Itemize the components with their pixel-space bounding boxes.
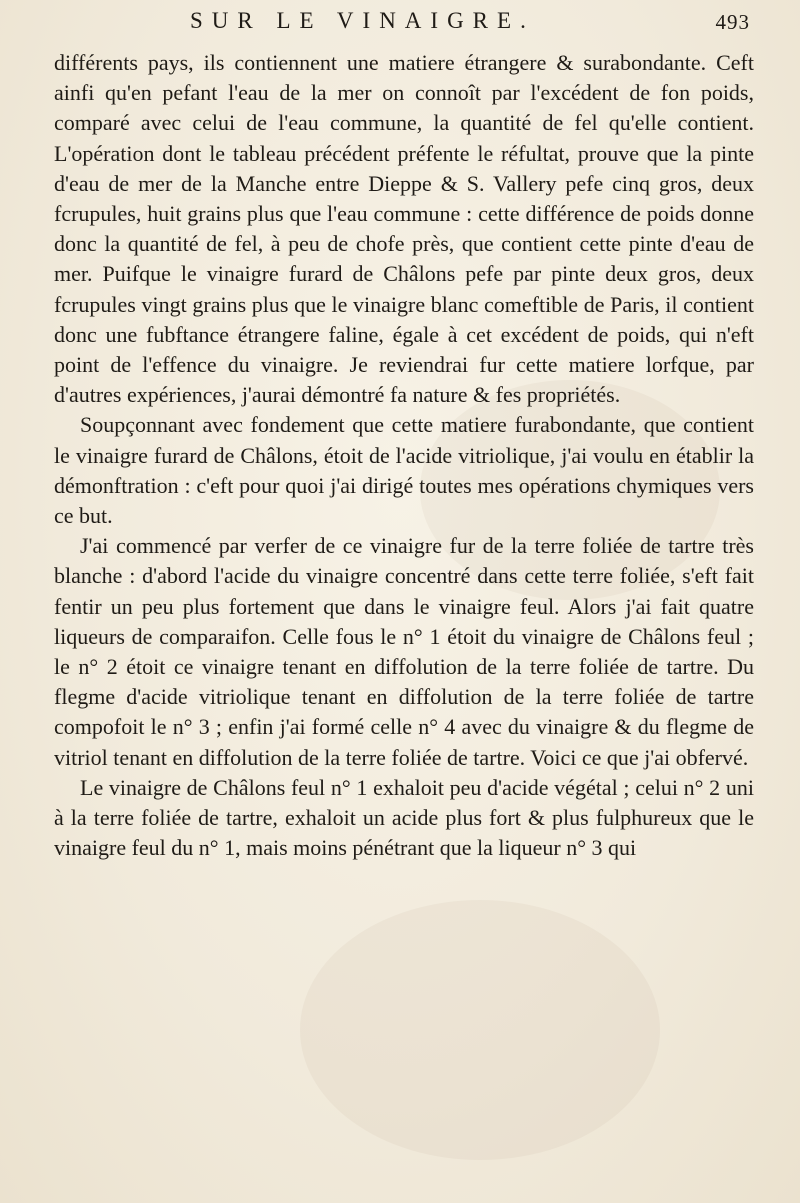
paper-stain xyxy=(300,900,660,1160)
running-head xyxy=(190,8,750,44)
paragraph: J'ai commencé par verfer de ce vinaigre fur de la terre foliée de tartre très blanche : d'abord l'acide du vinaigre concentré dans cette terre foliée, s'eft fait fentir un peu plus fortement que dans le vinaigre feul. Alors j'ai fait quatre liqueurs de comparaifon. Celle fous le n° 1 étoit du vinaigre de Châlons feul ; le n° 2 étoit ce vinaigre tenant en diffolution de la terre foliée de tartre. Du flegme d'acide vitriolique tenant en diffolution de la terre foliée de tartre compofoit le n° 3 ; enfin j'ai formé celle n° 4 avec du vinaigre & du flegme de vitriol tenant en diffolution de la terre foliée de tartre. Voici ce que j'ai obfervé. xyxy=(54,533,754,770)
paragraph: Soupçonnant avec fondement que cette matiere furabondante, que contient le vinaigre furard de Châlons, étoit de l'acide vitriolique, j'ai voulu en établir la démonftration : c'eft pour quoi j'ai dirigé toutes mes opérations chymiques vers ce but. xyxy=(54,412,754,529)
page-number: 493 xyxy=(715,10,750,34)
running-title: SUR LE VINAIGRE. xyxy=(190,8,535,33)
paragraph: Le vinaigre de Châlons feul n° 1 exhaloit peu d'acide végétal ; celui n° 2 uni à la terre foliée de tartre, exhaloit un acide plus fort & plus fulphureux que le vinaigre feul du n° 1, mais moins pénétrant que la liqueur n° 3 qui xyxy=(54,774,754,861)
paragraph: différents pays, ils contiennent une matiere étrangere & surabondante. Ceft ainfi qu'en pefant l'eau de la mer on connoît par l'excédent de fon poids, comparé avec celui de l'eau commune, la quantité de fel qu'elle contient. L'opération dont le tableau précédent préfente le réfultat, prouve que la pinte d'eau de mer de la Manche entre Dieppe & S. Vallery pefe cinq gros, deux fcrupules, huit grains plus que l'eau commune : cette différence de poids donne donc la quantité de fel, à peu de chofe près, que contient cette pinte d'eau de mer. Puifque le vinaigre furard de Châlons pefe par pinte deux gros, deux fcrupules vingt grains plus que le vinaigre blanc comeftible de Paris, il contient donc une fubftance étrangere faline, égale à cet excédent de poids, qui n'eft point de l'effence du vinaigre. Je reviendrai fur cette matiere lorfque, par d'autres expériences, j'aurai démontré fa nature & fes propriétés. xyxy=(54,50,754,408)
body-text xyxy=(54,48,754,863)
